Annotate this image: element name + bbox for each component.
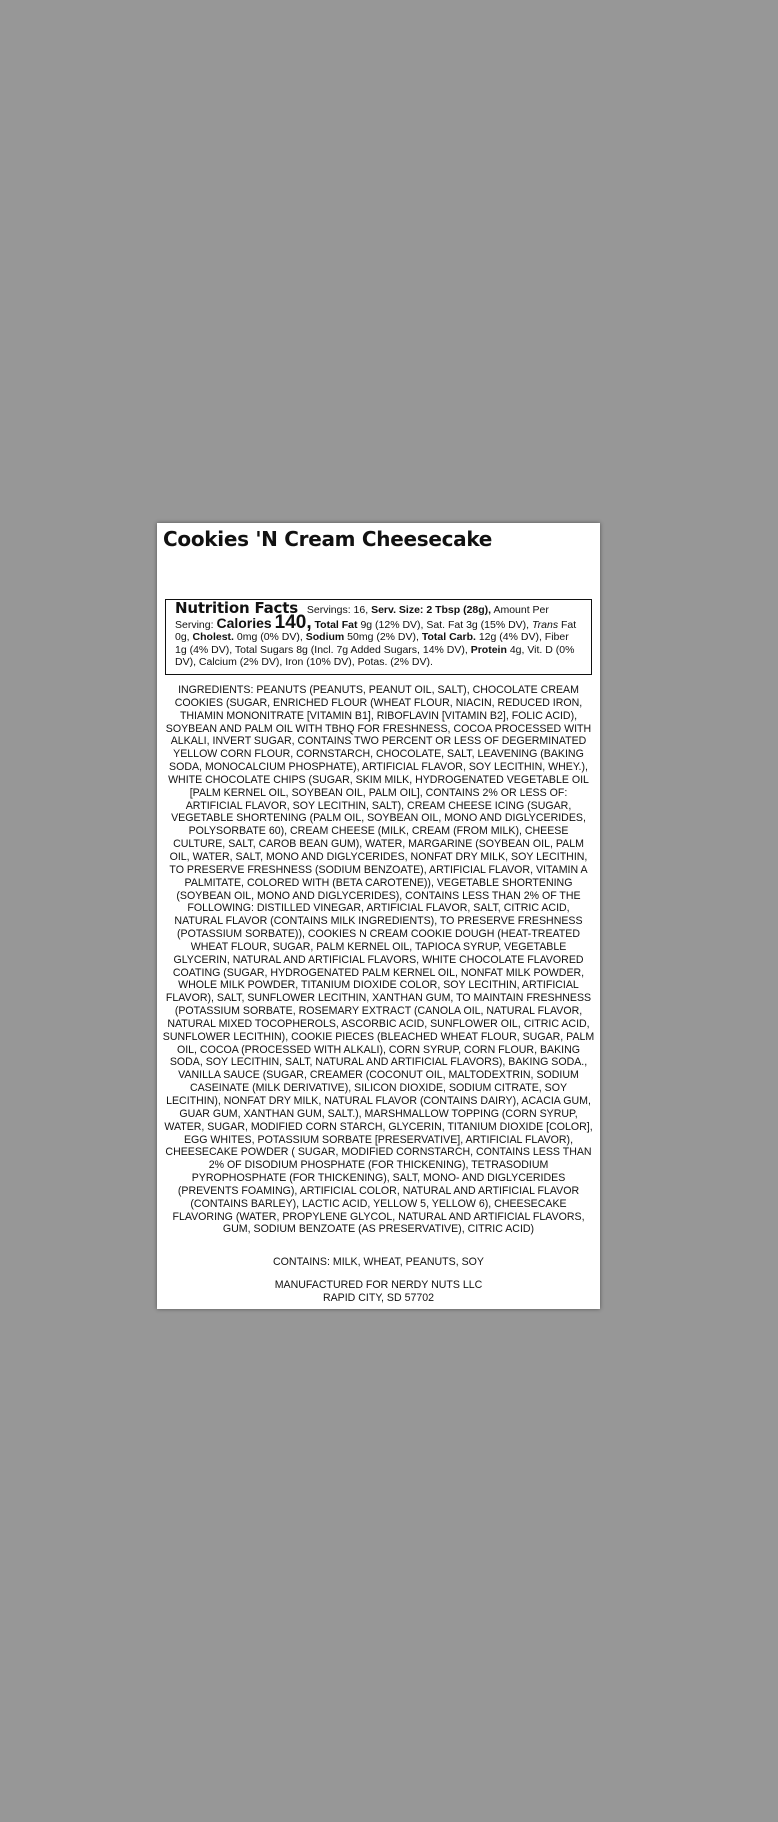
calories-value: 140,	[274, 611, 312, 633]
servings-text: Servings: 16,	[306, 604, 369, 616]
manufacturer-info	[157, 1279, 600, 1305]
sodium-value: 50mg (2% DV),	[347, 631, 419, 644]
trans-fat-value: Fat 0g,	[175, 618, 577, 644]
protein-label: Protein	[470, 643, 507, 656]
total-fat-label: Total Fat	[314, 618, 358, 631]
cholesterol-label: Cholest.	[192, 631, 234, 644]
sodium-label: Sodium	[305, 631, 345, 644]
calories-label: Calories	[216, 614, 272, 631]
total-fat-value: 9g (12% DV), Sat. Fat 3g (15% DV),	[360, 618, 530, 631]
total-carb-label: Total Carb.	[421, 631, 476, 644]
allergen-statement: CONTAINS: MILK, WHEAT, PEANUTS, SOY	[273, 1256, 484, 1268]
cholesterol-value: 0mg (0% DV),	[236, 631, 303, 644]
total-carb-value: 12g (4% DV), Fiber 1g (4% DV), Total Sugars 8g (Incl. 7g Added Sugars, 14% DV),	[175, 631, 569, 656]
trans-label: Trans	[532, 618, 559, 631]
nutrition-facts-heading: Nutrition Facts	[175, 599, 298, 617]
manufacturer-name: MANUFACTURED FOR NERDY NUTS LLC	[274, 1279, 483, 1291]
vitamins-minerals-text: Vit. D (0% DV), Calcium (2% DV), Iron (10% DV), Potas. (2% DV).	[175, 643, 575, 669]
manufacturer-address: RAPID CITY, SD 57702	[322, 1292, 435, 1304]
nutrition-facts-panel	[165, 599, 592, 675]
product-label-card	[157, 523, 600, 1309]
serving-size-text: Serv. Size: 2 Tbsp (28g),	[371, 604, 492, 616]
protein-value: 4g,	[509, 643, 525, 656]
amount-per-serving-text: Amount Per Serving:	[175, 604, 549, 631]
product-title: Cookies 'N Cream Cheesecake	[163, 527, 493, 551]
ingredients-text: INGREDIENTS: PEANUTS (PEANUTS, PEANUT OIL, SALT), CHOCOLATE CREAM COOKIES (SUGAR, ENRICHED FLOUR (WHEAT FLOUR, NIACIN, REDUCED IRON, THIAMIN MONONITRATE [VITAMIN B1], RIBOFLAVIN [VITAMIN B2], FOLIC ACID), SOYBEAN AND PALM OIL WITH TBHQ FOR FRESHNESS, COCOA PROCESSED WITH ALKALI, INVERT SUGAR, CONTAINS TWO PERCENT OR LESS OF DEGERMINATED YELLOW CORN FLOUR, CORNSTARCH, CHOCOLATE, SALT, LEAVENING (BAKING SODA, MONOCALCIUM PHOSPHATE), ARTIFICIAL FLAVOR, SOY LECITHIN, WHEY.), WHITE CHOCOLATE CHIPS (SUGAR, SKIM MILK, HYDROGENATED VEGETABLE OIL [PALM KERNEL OIL, SOYBEAN OIL, PALM OIL], CONTAINS 2% OR LESS OF: ARTIFICIAL FLAVOR, SOY LECITHIN, SALT), CREAM CHEESE ICING (SUGAR, VEGETABLE SHORTENING (PALM OIL, SOYBEAN OIL, MONO AND DIGLYCERIDES, POLYSORBATE 60), CREAM CHEESE (MILK, CREAM (FROM MILK), CHEESE CULTURE, SALT, CAROB BEAN GUM), WATER, MARGARINE (SOYBEAN OIL, PALM OIL, WATER, SALT, MONO AND DIGLYCERIDES, NONFAT DRY MILK, SOY LECITHIN, TO PRESERVE FRESHNESS (SODIUM BENZOATE), ARTIFICIAL FLAVOR, VITAMIN A PALMITATE, COLORED WITH (BETA CAROTENE)), VEGETABLE SHORTENING (SOYBEAN OIL, MONO AND DIGLYCERIDES), CONTAINS LESS THAN 2% OF THE FOLLOWING: DISTILLED VINEGAR, ARTIFICIAL FLAVOR, SALT, CITRIC ACID, NATURAL FLAVOR (CONTAINS MILK INGREDIENTS), TO PRESERVE FRESHNESS (POTASSIUM SORBATE)), COOKIES N CREAM COOKIE DOUGH (HEAT-TREATED WHEAT FLOUR, SUGAR, PALM KERNEL OIL, TAPIOCA SYRUP, VEGETABLE GLYCERIN, NATURAL AND ARTIFICIAL FLAVORS, WHITE CHOCOLATE FLAVORED COATING (SUGAR, HYDROGENATED PALM KERNEL OIL, NONFAT MILK POWDER, WHOLE MILK POWDER, TITANIUM DIOXIDE COLOR, SOY LECITHIN, ARTIFICIAL FLAVOR), SALT, SUNFLOWER LECITHIN, XANTHAN GUM, TO MAINTAIN FRESHNESS (POTASSIUM SORBATE, ROSEMARY EXTRACT (CANOLA OIL, NATURAL FLAVOR, NATURAL MIXED TOCOPHEROLS, ASCORBIC ACID, SUNFLOWER OIL, CITRIC ACID, SUNFLOWER LECITHIN), COOKIE PIECES (BLEACHED WHEAT FLOUR, SUGAR, PALM OIL, COCOA (PROCESSED WITH ALKALI), CORN SYRUP, CORN FLOUR, BAKING SODA, SOY LECITHIN, SALT, NATURAL AND ARTIFICIAL FLAVORS), BAKING SODA., VANILLA SAUCE (SUGAR, CREAMER (COCONUT OIL, MALTODEXTRIN, SODIUM CASEINATE (MILK DERIVATIVE), SILICON DIOXIDE, SODIUM CITRATE, SOY LECITHIN), NONFAT DRY MILK, NATURAL FLAVOR (CONTAINS DAIRY), ACACIA GUM, GUAR GUM, XANTHAN GUM, SALT.), MARSHMALLOW TOPPING (CORN SYRUP, WATER, SUGAR, MODIFIED CORN STARCH, GLYCERIN, TITANIUM DIOXIDE [COLOR], EGG WHITES, POTASSIUM SORBATE [PRESERVATIVE], ARTIFICIAL FLAVOR), CHEESECAKE POWDER ( SUGAR, MODIFIED CORNSTARCH, CONTAINS LESS THAN 2% OF DISODIUM PHOSPHATE (FOR THICKENING), TETRASODIUM PYROPHOSPHATE (FOR THICKENING), SALT, MONO- AND DIGLYCERIDES (PREVENTS FOAMING), ARTIFICIAL COLOR, NATURAL AND ARTIFICIAL FLAVOR (CONTAINS BARLEY), LACTIC ACID, YELLOW 5, YELLOW 6), CHEESECAKE FLAVORING (WATER, PROPYLENE GLYCOL, NATURAL AND ARTIFICIAL FLAVORS, GUM, SODIUM BENZOATE (AS PRESERVATIVE), CITRIC ACID)	[162, 684, 595, 1236]
